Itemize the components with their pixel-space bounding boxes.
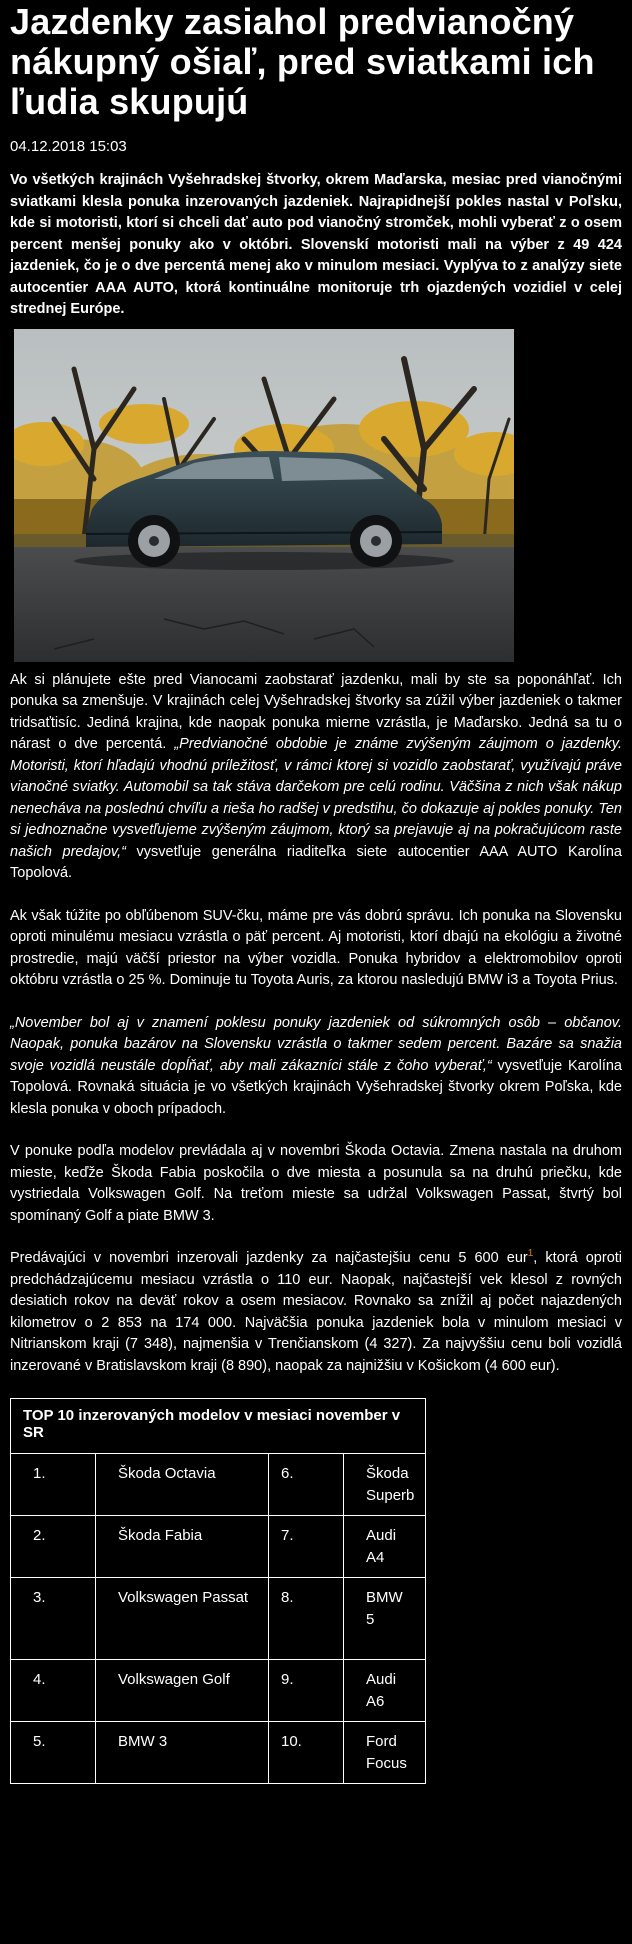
table-row: 5. BMW 3 10. Ford Focus xyxy=(11,1722,426,1784)
quote-2: „November bol aj v znamení poklesu ponuky jazdeniek od súkromných osôb – občanov. Naopak, ponuka bazárov na Slovensku vzrástla o takmer sedem percent. Bazáre sa snažia svoje vozidlá neustále dopĺňať, aby mali zákazníci stále z čoho vyberať,“ xyxy=(10,1014,622,1074)
footnote-link[interactable]: 1 xyxy=(527,1248,534,1260)
table-title: TOP 10 inzerovaných modelov v mesiaci november v SR xyxy=(11,1399,426,1454)
paragraph-3: „November bol aj v znamení poklesu ponuky jazdeniek od súkromných osôb – občanov. Naopak, ponuka bazárov na Slovensku vzrástla o takmer sedem percent. Bazáre sa snažia svoje vozidlá neustále dopĺňať, aby mali zákazníci stále z čoho vyberať,“ vysvetľuje Karolína Topolová. Rovnaká situácia je vo všetkých krajinách Vyšehradskej štvorky okrem Poľska, kde klesla ponuka v oboch prípadoch. xyxy=(10,1014,622,1117)
paragraph-2: Ak však túžite po obľúbenom SUV-čku, máme pre vás dobrú správu. Ich ponuka na Slovensku oproti minulému mesiacu vzrástla o päť percent. Aj motoristi, ktorí dbajú na ekológiu a životné prostredie, majú väčší priestor na výber vozidla. Ponuka hybridov a elektromobilov oproti októbru vzrástla o 25 %. Dominuje tu Toyota Auris, za ktorou nasledujú BMW i3 a Toyota Prius. xyxy=(10,907,622,988)
table-row: 2. Škoda Fabia 7. Audi A4 xyxy=(11,1516,426,1578)
paragraph-5: Predávajúci v novembri inzerovali jazdenky za najčastejšiu cenu 5 600 eur$^1$, ktorá oproti predchádzajúcemu mesiacu vzrástla o 110 eur. Naopak, najčastejší vek klesol z rovných desiatich rokov na deväť rokov a osem mesiacov. Rovnako sa znížil aj počet najazdených kilometrov o 2 853 na 174 000. Najväčšia ponuka jazdeniek bola v minulom mesiaci v Nitrianskom kraji (7 348), najmenšia v Trenčianskom (4 327). Za najvyššiu cenu boli vozidlá inzerované v Bratislavskom kraji (8 890), naopak za najnižšiu v Košickom (4 600 eur). xyxy=(10,1248,623,1374)
table-row: 4. Volkswagen Golf 9. Audi A6 xyxy=(11,1660,426,1722)
quote-1: „Predvianočné obdobie je známe zvýšeným záujmom o jazdenky. Motoristi, ktorí hľadajú vhodnú príležitosť, v rámci ktorej si vozidlo zaobstarať, využívajú práve vianočné sviatky. Automobil sa tak stáva darčekom pre celú rodinu. Väčšina z nich však nákup nenecháva na poslednú chvíľu a rieša ho radšej v predstihu, čo dokazuje aj pokles ponuky. Ten si jednoznačne vysvetľujeme zvýšeným záujmom, ktorý sa prejavuje aj na pokračujúcom raste našich predajov,“ xyxy=(10,736,622,860)
top10-table xyxy=(10,1398,426,1784)
car-photo xyxy=(14,329,514,662)
article-date: 04.12.2018 15:03 xyxy=(10,138,127,155)
paragraph-4: V ponuke podľa modelov prevládala aj v novembri Škoda Octavia. Zmena nastala na druhom mieste, keďže Škoda Fabia poskočila o dve miesta a posunula sa na druhú priečku, kde vystriedala Volkswagen Golf. Na treťom mieste sa udržal Volkswagen Passat, štvrtý bol spomínaný Golf a piate BMW 3. xyxy=(10,1143,622,1224)
article-lead: Vo všetkých krajinách Vyšehradskej štvorky, okrem Maďarska, mesiac pred vianočnými sviatkami klesla ponuka inzerovaných jazdeniek. Najrapidnejší pokles nastal v Poľsku, kde si motoristi, ktorí si chceli dať auto pod vianočný stromček, mohli vyberať z o osem percent menšej ponuky ako v októbri. Slovenskí motoristi mali na výber z 49 424 jazdeniek, čo je o dve percentá menej ako v minulom mesiaci. Vyplýva to z analýzy siete autocentier AAA AUTO, ktorá kontinuálne monitoruje trh ojazdených vozidiel v celej strednej Európe. xyxy=(10,172,622,317)
table-row: 1. Škoda Octavia 6. Škoda Superb xyxy=(11,1454,426,1516)
paragraph-1: Ak si plánujete ešte pred Vianocami zaobstarať jazdenku, mali by ste sa poponáhľať. Ich ponuka sa zmenšuje. V krajinách celej Vyšehradskej štvorky sa zúžil výber jazdeniek o takmer tridsaťtisíc. Jediná krajina, kde naopak ponuka mierne vzrástla, je Maďarsko. Jedná sa tu o nárast o dve percentá. „Predvianočné obdobie je známe zvýšeným záujmom o jazdenky. Motoristi, ktorí hľadajú vhodnú príležitosť, v rámci ktorej si vozidlo zaobstarať, využívajú práve vianočné sviatky. Automobil sa tak stáva darčekom pre celú rodinu. Väčšina z nich však nákup nenecháva na poslednú chvíľu a rieša ho radšej v predstihu, čo dokazuje aj pokles ponuky. Ten si jednoznačne vysvetľujeme zvýšeným záujmom, ktorý sa prejavuje aj na pokračujúcom raste našich predajov,“ vysvetľuje generálna riaditeľka siete autocentier AAA AUTO Karolína Topolová. xyxy=(10,671,622,881)
table-row: 3. Volkswagen Passat 8. BMW 5 xyxy=(11,1578,426,1660)
article-body xyxy=(10,670,622,1378)
article-title: Jazdenky zasiahol predvianočný nákupný ošiaľ, pred sviatkami ich ľudia skupujú xyxy=(10,1,595,122)
